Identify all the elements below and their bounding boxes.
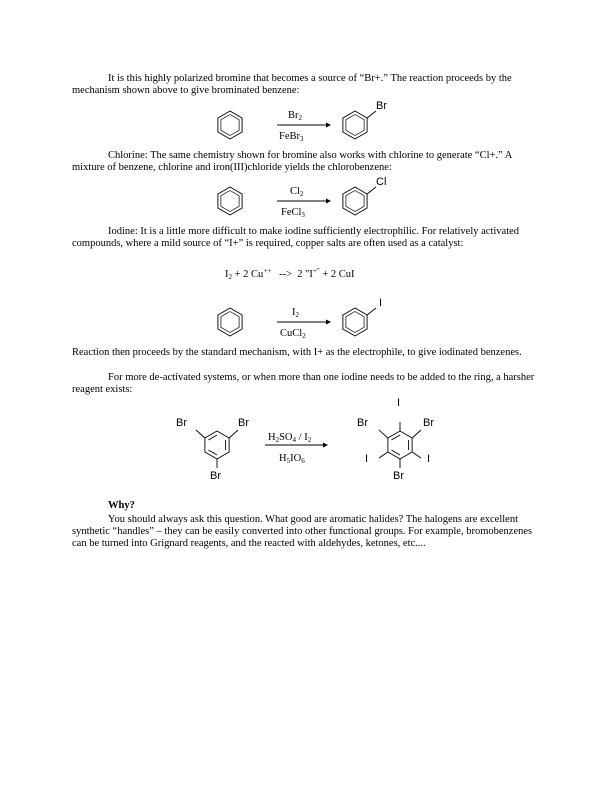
product-substituent-cl: Cl [376, 176, 387, 188]
benzene-reactant [218, 308, 242, 336]
reagent-top: $I_2$ [292, 307, 299, 319]
pr-i-right: I [427, 453, 431, 465]
hexasubstituted-product [379, 422, 421, 468]
sm-br-right: Br [238, 417, 249, 429]
paragraph-bromine-intro: It is this highly polarized bromine that becomes a source of “Br+.” The reaction proceeds by the mechanism shown above to give brominated benzene: [72, 73, 512, 97]
reagent-bottom: CuCl$_2$ [280, 328, 306, 340]
copper-iodine-equation: $I_2 + 2$ Cu++ --> 2 "I+" + 2 CuI [225, 267, 355, 281]
benzene-reactant [218, 187, 242, 215]
sm-br-left: Br [176, 417, 187, 429]
sm-br-bottom: Br [210, 470, 221, 482]
bromobenzene-product [343, 111, 376, 139]
tribromobenzene-reactant [196, 430, 238, 468]
arrow-head [326, 199, 331, 204]
reagent-bottom: FeBr$_3$ [279, 131, 304, 143]
pr-br-bottom: Br [393, 470, 404, 482]
arrow-head [323, 443, 328, 448]
paragraph-harsher-reagent: For more de-activated systems, or when more than one iodine needs to be added to the ring, a harsher reagent exists: [72, 372, 535, 396]
reagent-top: $Br_2$ [288, 110, 302, 122]
paragraph-why: You should always ask this question. What good are aromatic halides? The halogens are excellent synthetic “handles” – they can be easily converted into other functional groups. For example, bromobenzenes can be turned into Grignard reagents, and the reacted with aldehydes, ketones, etc.... [72, 514, 533, 550]
pr-i-top: I [397, 397, 401, 409]
benzene-reactant [218, 111, 242, 139]
chlorobenzene-product [343, 187, 376, 215]
arrow-head [326, 320, 331, 325]
arrow-head [326, 123, 331, 128]
reagent-top: $H_2SO_4 / I_2$ [268, 432, 312, 444]
paragraph-iodination-result: Reaction then proceeds by the standard mechanism, with I+ as the electrophile, to give iodinated benzenes. [72, 347, 522, 358]
paragraph-chlorine: Chlorine: The same chemistry shown for bromine also works with chlorine to generate “Cl+.” A mixture of benzene, chlorine and iron(III)chloride yields the chlorobenzene: [72, 150, 512, 174]
pr-i-left: I [365, 453, 369, 465]
paragraph-iodine: Iodine: It is a little more difficult to make iodine sufficiently electrophilic. For relatively activated compounds, where a mild source of “I+” is required, copper salts are often used as a catalyst: [72, 226, 520, 250]
pr-br-left: Br [357, 417, 368, 429]
reagent-bottom: FeCl$_3$ [281, 207, 305, 219]
reagent-top: $Cl_2$ [290, 186, 304, 198]
product-substituent-br: Br [376, 100, 387, 112]
product-substituent-i: I [379, 297, 383, 309]
pr-br-right: Br [423, 417, 434, 429]
reagent-bottom: $H_5IO_6$ [279, 453, 305, 465]
iodobenzene-product [343, 308, 376, 336]
why-heading: Why? [108, 500, 135, 511]
